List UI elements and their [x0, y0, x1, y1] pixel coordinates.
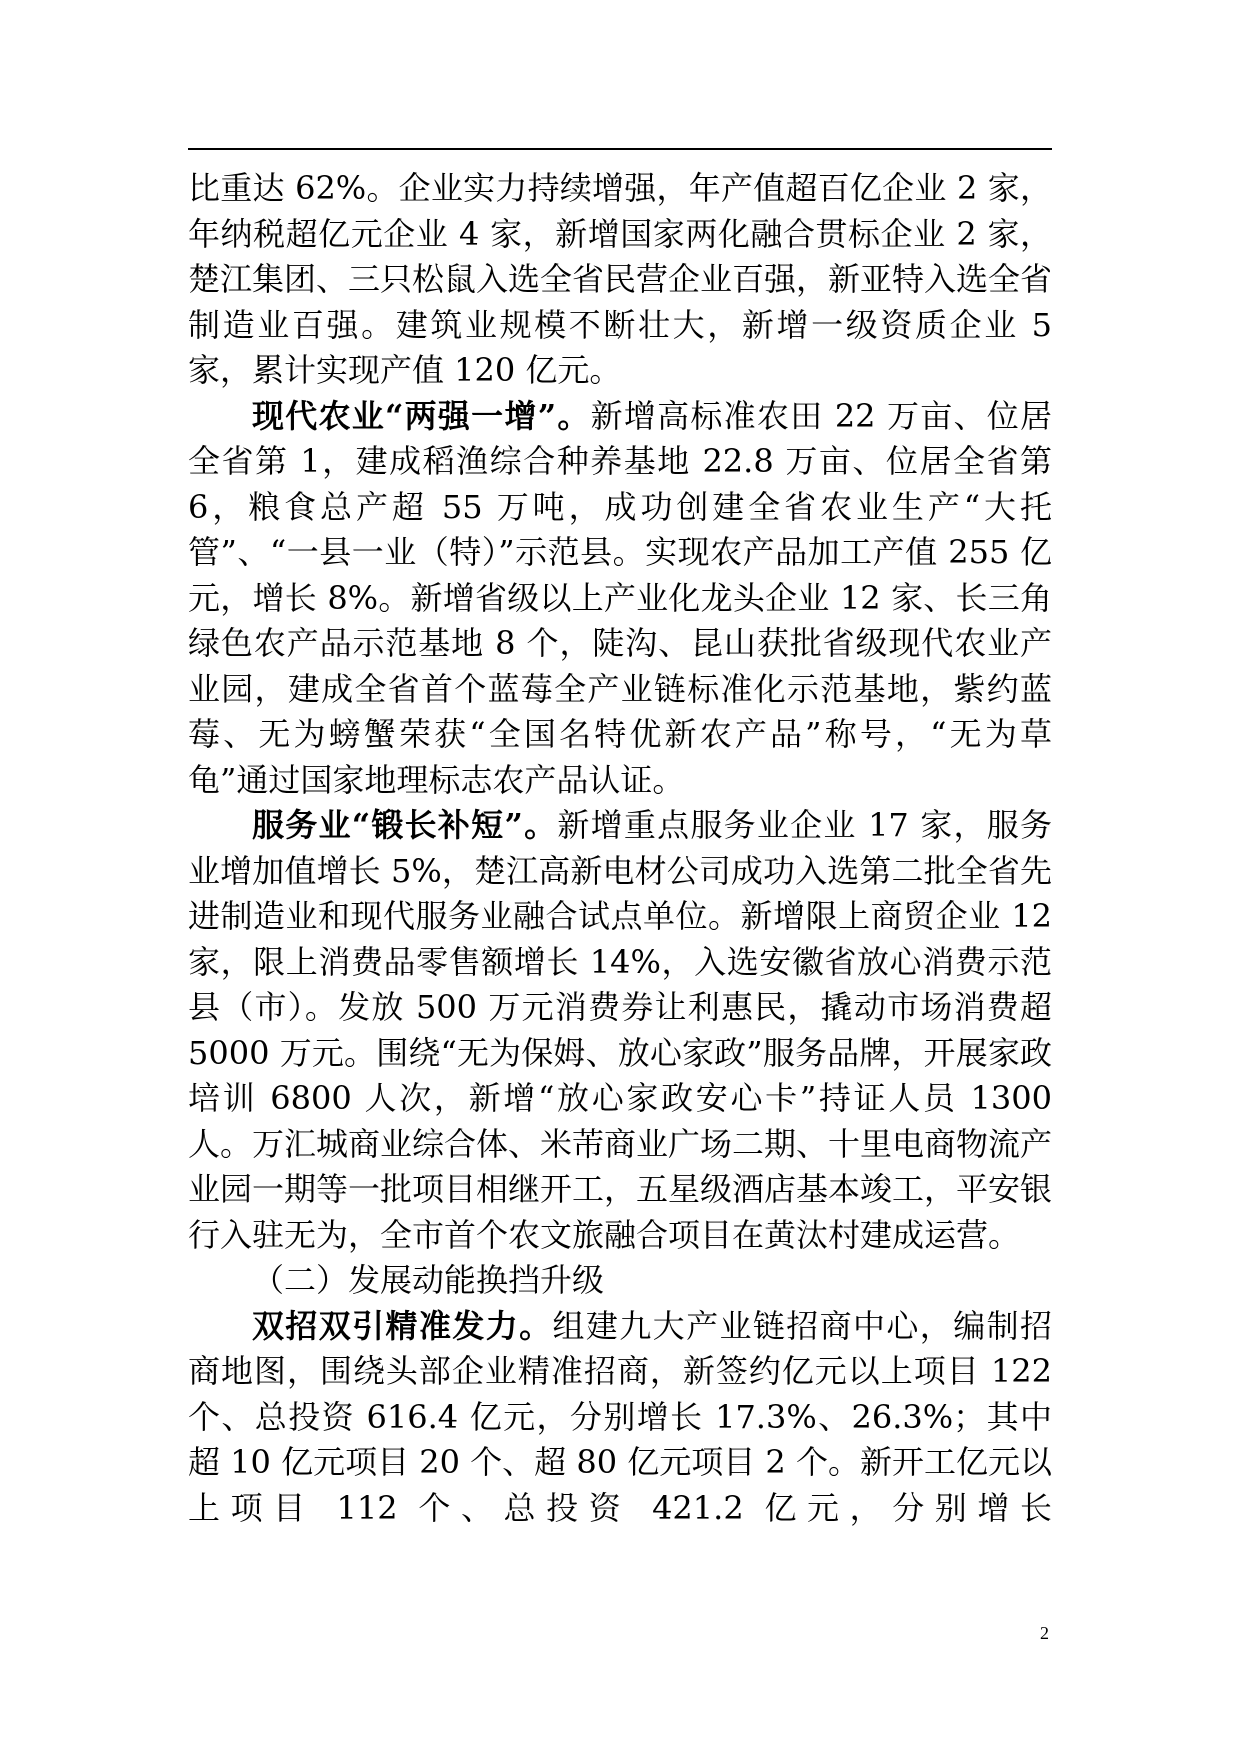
paragraph-text: 组建九大产业链招商中心，编制招商地图，围绕头部企业精准招商，新签约亿元以上项目 122 个、总投资 616.4 亿元，分别增长 17.3%、26.3%；其中超 10 亿元项目 20 个、超 80 亿元项目 2 个。新开工亿元以上项目 112 个、总投资 421.2 亿元，分别增长	[188, 1306, 1052, 1527]
paragraph-service-industry	[188, 803, 1052, 1258]
section-heading	[188, 1258, 1052, 1304]
paragraph-text: 新增高标准农田 22 万亩、位居全省第 1，建成稻渔综合种养基地 22.8 万亩、位居全省第 6，粮食总产超 55 万吨，成功创建全省农业生产“大托管”、“一县一业（特）”示范县。实现农产品加工产值 255 亿元，增长 8%。新增省级以上产业化龙头企业 12 家、长三角绿色农产品示范基地 8 个，陡沟、昆山获批省级现代农业产业园，建成全省首个蓝莓全产业链标准化示范基地，紫约蓝莓、无为螃蟹荣获“全国名特优新农产品”称号，“无为草龟”通过国家地理标志农产品认证。	[188, 396, 1052, 799]
document-body	[188, 166, 1052, 1531]
header-rule	[188, 148, 1052, 150]
section-heading-text: （二）发展动能换挡升级	[252, 1261, 605, 1299]
paragraph-heading: 服务业“锻长补短”。	[252, 806, 558, 844]
paragraph-modern-agriculture	[188, 394, 1052, 804]
paragraph-text: 新增重点服务业企业 17 家，服务业增加值增长 5%，楚江高新电材公司成功入选第二批全省先进制造业和现代服务业融合试点单位。新增限上商贸企业 12 家，限上消费品零售额增长 14%，入选安徽省放心消费示范县（市）。发放 500 万元消费券让利惠民，撬动市场消费超 5000 万元。围绕“无为保姆、放心家政”服务品牌，开展家政培训 6800 人次，新增“放心家政安心卡”持证人员 1300 人。万汇城商业综合体、米芾商业广场二期、十里电商物流产业园一期等一批项目相继开工，五星级酒店基本竣工，平安银行入驻无为，全市首个农文旅融合项目在黄汰村建成运营。	[188, 806, 1053, 1254]
paragraph-investment	[188, 1304, 1052, 1532]
page-number: 2	[1040, 1623, 1049, 1643]
paragraph-continuation	[188, 166, 1052, 394]
paragraph-heading: 双招双引精准发力。	[252, 1306, 553, 1345]
paragraph-text: 比重达 62%。企业实力持续增强，年产值超百亿企业 2 家，年纳税超亿元企业 4 家，新增国家两化融合贯标企业 2 家，楚江集团、三只松鼠入选全省民营企业百强，新亚特入选全省制造业百强。建筑业规模不断壮大，新增一级资质企业 5 家，累计实现产值 120 亿元。	[188, 169, 1053, 389]
paragraph-heading: 现代农业“两强一增”。	[252, 396, 591, 435]
